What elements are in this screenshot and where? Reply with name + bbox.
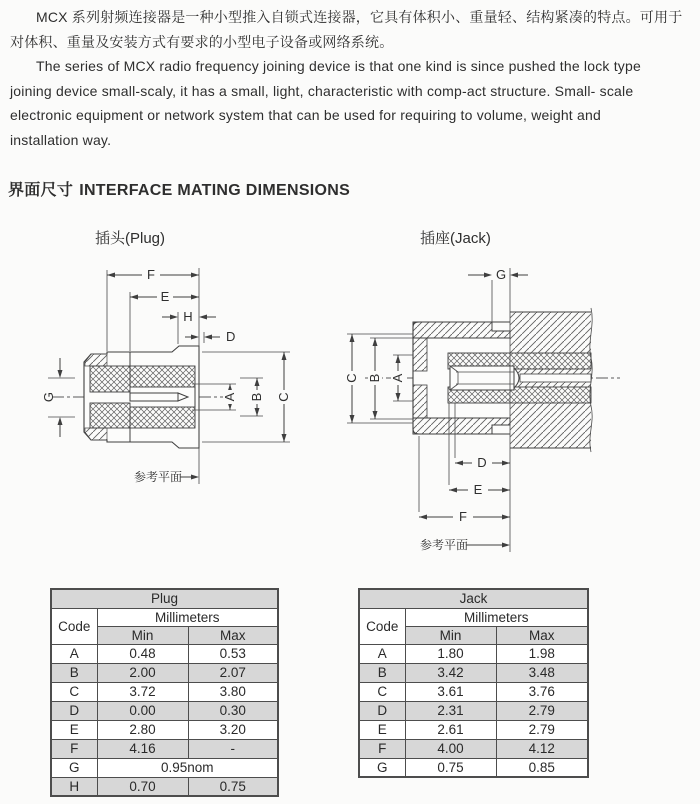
code-cell: E xyxy=(51,720,97,739)
dim-label-h: H xyxy=(183,309,193,324)
code-cell: E xyxy=(359,720,405,739)
max-cell: 2.79 xyxy=(496,720,588,739)
plug-dimension-E xyxy=(130,289,199,304)
dim-label-b: B xyxy=(367,373,382,383)
intro-en-line: The series of MCX radio frequency joining device is that one kind is since pushed the lock type xyxy=(36,58,641,74)
min-cell: 2.00 xyxy=(97,663,188,682)
min-cell: 2.31 xyxy=(405,701,496,720)
min-cell: 3.72 xyxy=(97,682,188,701)
dim-label-e: E xyxy=(160,289,170,304)
max-cell: 3.76 xyxy=(496,682,588,701)
section-heading-cn: 界面尺寸 xyxy=(8,182,74,199)
min-cell: 3.61 xyxy=(405,682,496,701)
max-cell: 0.75 xyxy=(188,777,278,796)
max-cell: 2.07 xyxy=(188,663,278,682)
max-cell: 0.30 xyxy=(188,701,278,720)
code-cell: D xyxy=(359,701,405,720)
min-cell: 2.61 xyxy=(405,720,496,739)
table-row xyxy=(51,701,278,720)
min-cell: 0.75 xyxy=(405,758,496,777)
min-cell: 2.80 xyxy=(97,720,188,739)
plug-center-pin xyxy=(130,393,178,401)
jack-dimensions-table xyxy=(358,588,589,778)
table-row xyxy=(359,739,588,758)
min-cell: 4.16 xyxy=(97,739,188,758)
dim-label-g: G xyxy=(495,267,507,282)
plug-drawing xyxy=(30,250,315,500)
code-cell: B xyxy=(359,663,405,682)
code-cell: F xyxy=(51,739,97,758)
table-row xyxy=(51,682,278,701)
code-header: Code xyxy=(359,608,405,644)
dim-label-d: D xyxy=(477,455,487,470)
code-cell: H xyxy=(51,777,97,796)
table-row xyxy=(359,682,588,701)
plug-dimension-H xyxy=(162,309,216,324)
table-row xyxy=(359,644,588,663)
intro-paragraphs xyxy=(10,5,694,152)
max-cell: 0.53 xyxy=(188,644,278,663)
code-cell: G xyxy=(51,758,97,777)
jack-dimension-F xyxy=(419,436,510,524)
min-header: Min xyxy=(405,626,496,644)
section-heading-en: INTERFACE MATING DIMENSIONS xyxy=(79,182,351,199)
min-cell: 0.48 xyxy=(97,644,188,663)
jack-center-conductor-tail xyxy=(520,374,591,382)
dim-label-a: A xyxy=(222,392,237,402)
table-row xyxy=(51,663,278,682)
code-cell: D xyxy=(51,701,97,720)
unit-header: Millimeters xyxy=(405,608,588,626)
plug-dimension-G xyxy=(41,358,75,437)
dim-label-f: F xyxy=(147,267,155,282)
dim-label-g: G xyxy=(41,391,56,403)
intro-en-line: electronic equipment or network system that can be used for requiring to volume, weight and xyxy=(10,107,601,123)
table-row xyxy=(51,777,278,796)
dim-label-b: B xyxy=(249,392,264,402)
table-row xyxy=(359,758,588,777)
dim-label-d: D xyxy=(226,329,236,344)
min-header: Min xyxy=(97,626,188,644)
code-header: Code xyxy=(51,608,97,644)
max-cell: 3.20 xyxy=(188,720,278,739)
dim-label-f: F xyxy=(459,509,467,524)
jack-reference-plane-callout xyxy=(420,537,510,552)
nominal-cell: 0.95nom xyxy=(97,758,278,777)
table-row xyxy=(51,739,278,758)
plug-dimension-D xyxy=(185,329,235,344)
code-cell: C xyxy=(51,682,97,701)
max-cell: - xyxy=(188,739,278,758)
dim-label-a: A xyxy=(390,373,405,383)
plug-dimension-B xyxy=(240,378,264,416)
reference-plane-label: 参考平面 xyxy=(420,538,469,552)
jack-figure-label: 插座(Jack) xyxy=(420,230,491,247)
table-unit-row xyxy=(359,608,588,626)
table-title: Plug xyxy=(51,589,278,608)
intro-en-line: installation way. xyxy=(10,131,112,148)
min-cell: 0.00 xyxy=(97,701,188,720)
code-cell: F xyxy=(359,739,405,758)
plug-dimension-F xyxy=(107,267,199,282)
reference-plane-label: 参考平面 xyxy=(134,470,183,484)
plug-figure-label: 插头(Plug) xyxy=(95,230,166,247)
max-header: Max xyxy=(496,626,588,644)
plug-body-section xyxy=(84,346,199,448)
table-row-g xyxy=(51,758,278,777)
max-cell: 1.98 xyxy=(496,644,588,663)
table-row xyxy=(359,663,588,682)
dim-label-c: C xyxy=(344,373,359,383)
table-row xyxy=(51,720,278,739)
dim-label-c: C xyxy=(276,392,291,402)
section-heading xyxy=(8,177,350,200)
intro-en-line: joining device small-scaly, it has a small, light, characteristic with comp-act structure. Small- scale xyxy=(10,82,634,99)
table-row xyxy=(51,644,278,663)
max-cell: 0.85 xyxy=(496,758,588,777)
jack-drawing xyxy=(340,250,660,560)
max-header: Max xyxy=(188,626,278,644)
table-unit-row xyxy=(51,608,278,626)
intro-cn-line: 对体积、重量及安装方式有要求的小型电子设备或网络系统。 xyxy=(10,33,394,50)
max-cell: 4.12 xyxy=(496,739,588,758)
min-cell: 1.80 xyxy=(405,644,496,663)
code-cell: C xyxy=(359,682,405,701)
code-cell: G xyxy=(359,758,405,777)
table-row xyxy=(359,720,588,739)
table-row xyxy=(359,701,588,720)
plug-reference-plane-callout xyxy=(134,469,199,484)
dim-label-e: E xyxy=(473,482,483,497)
code-cell: A xyxy=(359,644,405,663)
unit-header: Millimeters xyxy=(97,608,278,626)
intro-cn-line: MCX 系列射频连接器是一种小型推入自锁式连接器，它具有体积小、重量轻、结构紧凑的特点。可用于 xyxy=(36,9,683,25)
table-title-row xyxy=(51,589,278,608)
code-cell: B xyxy=(51,663,97,682)
min-cell: 4.00 xyxy=(405,739,496,758)
code-cell: A xyxy=(51,644,97,663)
plug-dimensions-table xyxy=(50,588,279,797)
min-cell: 0.70 xyxy=(97,777,188,796)
table-title: Jack xyxy=(359,589,588,608)
max-cell: 2.79 xyxy=(496,701,588,720)
table-title-row xyxy=(359,589,588,608)
max-cell: 3.48 xyxy=(496,663,588,682)
jack-socket-contact xyxy=(450,366,519,390)
max-cell: 3.80 xyxy=(188,682,278,701)
min-cell: 3.42 xyxy=(405,663,496,682)
